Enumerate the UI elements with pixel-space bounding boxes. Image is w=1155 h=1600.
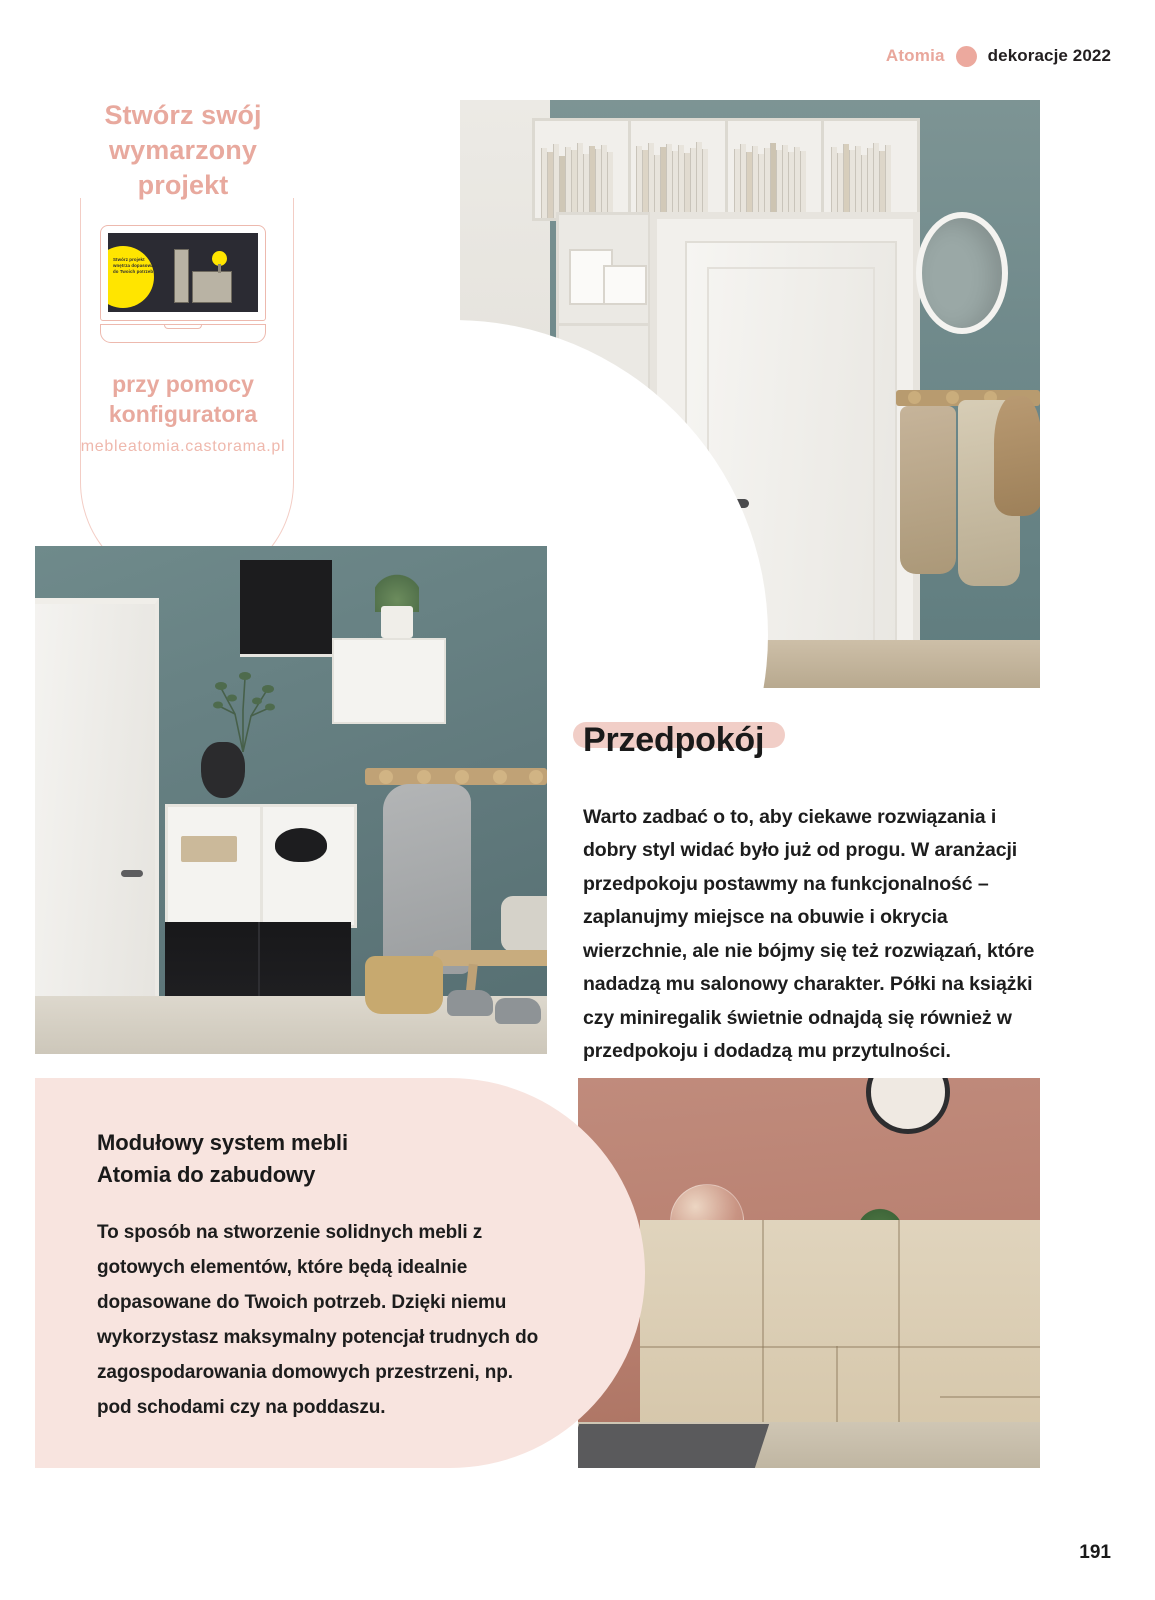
bottom-photo [578, 1078, 1040, 1468]
laptop-notch [164, 324, 202, 329]
cabinet-cell [168, 807, 263, 925]
hero-oval-mirror [916, 212, 1008, 334]
badge-subtitle-line-1: przy pomocy [112, 371, 254, 397]
badge-subtitle [58, 369, 308, 429]
badge-title-line-2: wymarzony [109, 135, 257, 165]
panel-heading-line-2: Atomia do zabudowy [97, 1162, 316, 1187]
bookshelf-cell [824, 121, 917, 218]
masthead [886, 44, 1111, 68]
hanging-bag [900, 406, 956, 574]
bookshelf-cell [728, 121, 824, 218]
brand-dot-icon [956, 46, 977, 67]
screen-caption: Stwórz projekt wnętrza dopasowany do Twoich potrzeb [113, 257, 159, 274]
panel-heading [97, 1127, 517, 1191]
left-white-open-cabinet [165, 804, 357, 928]
screen-highlight-circle [108, 246, 154, 308]
left-door-handle [121, 870, 143, 877]
left-cushion [501, 896, 547, 952]
issue-label: dekoracje 2022 [987, 46, 1111, 65]
coat-peg [493, 770, 507, 784]
left-plant-pot [381, 606, 413, 638]
shoe [447, 990, 493, 1016]
badge-title-line-3: projekt [137, 170, 229, 200]
left-hat [275, 828, 327, 862]
hanging-hat [994, 396, 1040, 516]
page-number: 191 [1079, 1542, 1111, 1563]
screen-lamp-stem [218, 264, 221, 273]
cabinet-cell [263, 807, 355, 925]
coat-peg [529, 770, 543, 784]
bookshelf-cell [535, 121, 631, 218]
screen-furniture-tall [174, 249, 189, 303]
laptop-base [100, 324, 266, 343]
hero-photo [460, 100, 1040, 688]
branch-decoration [185, 654, 295, 754]
screen-furniture-wide [192, 271, 232, 303]
left-grey-coat [383, 784, 471, 974]
left-books-stack [181, 836, 237, 862]
left-door [35, 598, 159, 1024]
page-title: Przedpokój [583, 720, 765, 759]
laptop-lid [100, 225, 266, 321]
panel-heading-line-1: Modułowy system mebli [97, 1130, 348, 1155]
laptop-icon [100, 225, 266, 343]
coat-peg [417, 770, 431, 784]
section-body-text: Warto zadbać o to, aby ciekawe rozwiązania i dobry styl widać było już od progu. W aranżacji przedpokoju postawmy na funkcjonalność – zaplanujmy miejsce na obuwie i okrycia wierzchnie, ale nie bójmy się też rozwiązań, które nadadzą mu salonowy charakter. Półki na książki czy miniregalik świetnie odnajdą się również w przedpokoju i dodadzą mu przytulności. [583, 805, 1035, 1062]
bookshelf-cell [631, 121, 727, 218]
doormat [578, 1424, 769, 1468]
hero-overdoor-bookshelf [532, 118, 920, 221]
shelf-with-photos [559, 215, 648, 326]
configurator-badge [58, 98, 308, 456]
coat-peg [379, 770, 393, 784]
oak-sideboard [640, 1220, 1040, 1432]
left-white-wall-cabinet [332, 638, 446, 724]
left-bench [433, 950, 547, 966]
left-black-wall-cabinet [240, 560, 332, 654]
configurator-url[interactable]: mebleatomia.castorama.pl [80, 438, 286, 455]
panel-body-text: To sposób na stworzenie solidnych mebli z gotowych elementów, które będą idealnie dopasowane do Twoich potrzeb. Dzięki niemu wykorzystasz maksymalny potencjał trudnych do zagospodarowania domowych przestrzeni, np. pod schodami czy na poddaszu. [97, 1222, 539, 1418]
badge-title-line-1: Stwórz swój [104, 100, 262, 130]
badge-title [58, 98, 308, 203]
brand-name: Atomia [885, 46, 945, 65]
coat-peg [946, 391, 959, 404]
coat-peg [455, 770, 469, 784]
left-yellow-bag [365, 956, 443, 1014]
shoe [495, 998, 541, 1024]
badge-subtitle-line-2: konfiguratora [108, 401, 258, 427]
left-photo [35, 546, 547, 1054]
laptop-screen [108, 233, 258, 312]
coat-peg [908, 391, 921, 404]
left-black-vase [201, 742, 245, 798]
